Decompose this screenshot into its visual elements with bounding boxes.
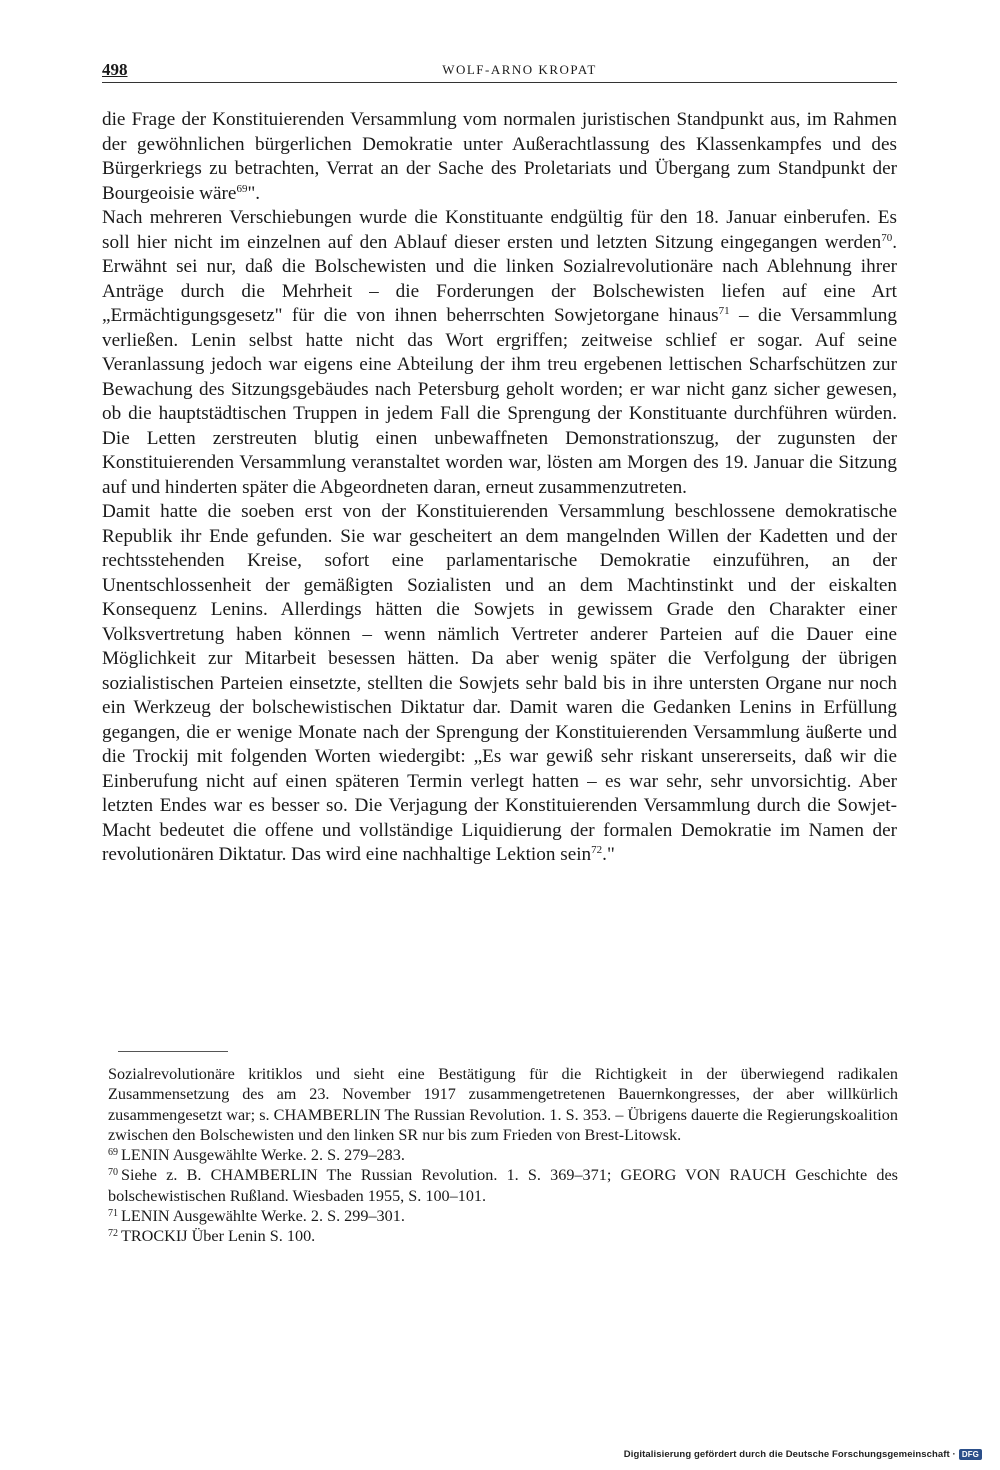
footnote-number: 70	[108, 1167, 118, 1179]
credit-text: Digitalisierung gefördert durch die Deutsche Forschungsgemeinschaft ·	[623, 1449, 956, 1460]
paragraph-tail: ".	[247, 182, 261, 204]
footnote-ref-71: 71	[718, 305, 730, 317]
footnote-separator	[118, 1051, 228, 1052]
paragraph-text: Damit hatte die soeben erst von der Konstituierenden Versammlung beschlossene demokratische Republik ihr Ende gefunden. Sie war gescheitert an dem mangelnden Willen der Kadetten und der rechtsstehenden Kreise, sofort eine parlamentarische Demokratie einzuführen, an der Unentschlossenheit der gemäßigten Sozialisten und an dem Machtinstinkt und der eiskalten Konsequenz Lenins. Allerdings hätten die Sowjets in gewissem Grade den Charakter einer Volksvertretung haben können – wenn nämlich Vertreter anderer Parteien auf die Dauer eine Möglichkeit zur Mitarbeit besessen hätten. Da aber wenig später die Verfolgung der übrigen sozialistischen Parteien einsetzte, stellten die Sowjets sehr bald bis in ihre untersten Organe nur noch ein Werkzeug der bolschewistischen Diktatur dar. Damit waren die Gedanken Lenins in Erfüllung gegangen, die er wenige Monate nach der Sprengung der Konstituierenden Versammlung äußerte und die Trockij mit folgenden Worten wiedergibt: „Es war gewiß sehr riskant unsererseits, daß wir die Einberufung nicht auf einen späteren Termin verlegt hatten – es war sehr, sehr unvorsichtig. Aber letzten Endes war es besser so. Die Verjagung der Konstituierenden Versammlung durch die Sowjet-Macht bedeutet die offene und vollständige Liquidierung der formalen Demokratie im Namen der revolutionären Diktatur. Das wird eine nachhaltige Lektion sein	[102, 501, 897, 865]
footnote-72	[108, 1226, 898, 1246]
footnote-ref-70: 70	[881, 231, 893, 244]
page-number: 498	[102, 60, 128, 79]
paragraph-1	[102, 108, 897, 206]
paragraph-text: Nach mehreren Verschiebungen wurde die Konstituante endgültig für den 18. Januar einberufen. Es soll hier nicht im einzelnen auf den Ablauf dieser ersten und letzten Sitzung eingegangen werden	[102, 207, 897, 253]
footnote-continuation: Sozialrevolutionäre kritiklos und sieht eine Bestätigung für die Richtigkeit in der überwiegend radikalen Zusammensetzung des am 23. November 1917 zusammengetretenen Bauernkongresses, der aber willkürlich zusammengesetzt war; s. CHAMBERLIN The Russian Revolution. 1. S. 353. – Übrigens dauerte die Regierungskoalition zwischen den Bolschewisten und den linken SR nur bis zum Frieden von Brest-Litowsk.	[108, 1065, 898, 1144]
footnote-text: LENIN Ausgewählte Werke. 2. S. 299–301.	[121, 1207, 405, 1226]
body-text	[102, 108, 897, 868]
paragraph-3	[102, 500, 897, 868]
footnote-text: Siehe z. B. CHAMBERLIN The Russian Revolution. 1. S. 369–371; GEORG VON RAUCH Geschichte des bolschewistischen Rußland. Wiesbaden 1955, S. 100–101.	[108, 1166, 898, 1205]
footnote-71	[108, 1206, 898, 1226]
footnote-ref-72: 72	[591, 844, 603, 856]
paragraph-2	[102, 206, 897, 500]
footnote-69	[108, 1145, 898, 1165]
footnote-number: 71	[108, 1208, 118, 1220]
footnote-number: 72	[108, 1228, 118, 1240]
paragraph-text: – die Versammlung verließen. Lenin selbst hatte nicht das Wort ergriffen; zeitweise schlief er sogar. Auf seine Veranlassung jedoch war eigens eine Abteilung der ihm treu ergebenen lettischen Scharfschützen zur Bewachung des Sitzungsgebäudes nach Petersburg geholt worden; er war nicht ganz sicher gewesen, ob die hauptstädtischen Truppen in jedem Fall die Sprengung der Konstituante durchführen würden. Die Letten zerstreuten blutig einen unbewaffneten Demonstrationszug, der zugunsten der Konstituierenden Versammlung veranstaltet worden war, lösten am Morgen des 19. Januar die Sitzung auf und hinderten später die Abgeordneten daran, erneut zusammenzutreten.	[102, 305, 897, 498]
footnote-70	[108, 1165, 898, 1206]
digitization-credit	[624, 1449, 982, 1460]
footnote-ref-69: 69	[236, 182, 248, 195]
footnote-text: LENIN Ausgewählte Werke. 2. S. 279–283.	[121, 1146, 405, 1165]
dfg-logo: DFG	[959, 1449, 982, 1460]
running-head: WOLF-ARNO KROPAT	[442, 62, 597, 77]
paragraph-text: . Erwähnt sei nur, daß die Bolschewisten und die linken Sozialrevolutionäre nach Ablehnung ihrer Anträge durch die Mehrheit – die Forderungen der Bolschewisten liefen auf eine Art „Ermächtigungsgesetz" für die von ihnen beherrschten Sowjetorgane hinaus	[102, 231, 897, 326]
footnote-number: 69	[108, 1147, 118, 1159]
paragraph-tail: ."	[602, 844, 615, 865]
paragraph-text: die Frage der Konstituierenden Versammlung vom normalen juristischen Standpunkt aus, im Rahmen der gewöhnlichen bürgerlichen Demokratie unter Außerachtlassung des Klassenkampfes und des Bürgerkriegs zu betrachten, Verrat an der Sache des Proletariats und Übergang zum Standpunkt der Bourgeoisie wäre	[102, 109, 897, 204]
footnote-text: TROCKIJ Über Lenin S. 100.	[121, 1227, 316, 1246]
header-rule	[102, 82, 897, 83]
page-header	[102, 60, 897, 84]
footnotes	[108, 1064, 898, 1247]
